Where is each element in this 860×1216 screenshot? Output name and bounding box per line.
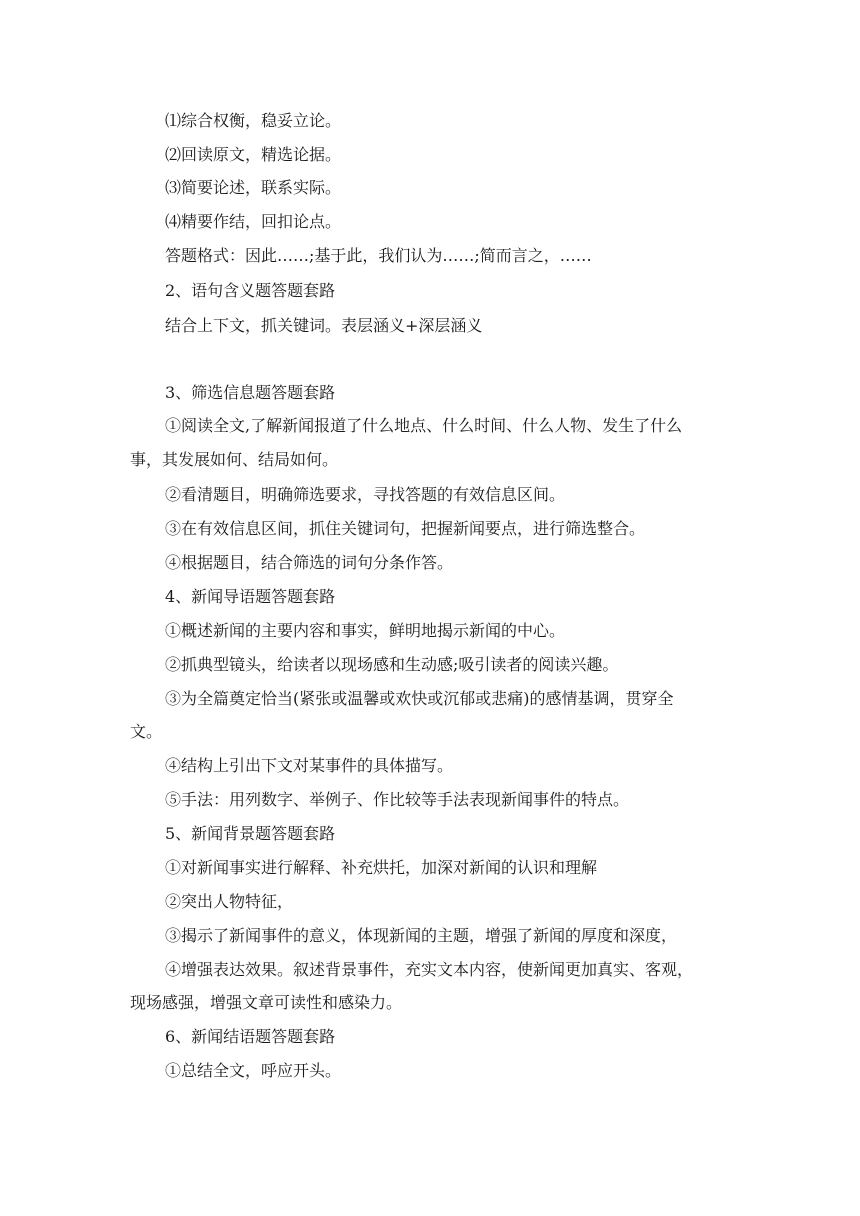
text-line: ①对新闻事实进行解释、补充烘托，加深对新闻的认识和理解 xyxy=(165,858,598,877)
text-line: ④结构上引出下文对某事件的具体描写。 xyxy=(165,756,454,775)
text-line: ①概述新闻的主要内容和事实，鲜明地揭示新闻的中心。 xyxy=(165,621,566,640)
text-line: ⑶简要论述，联系实际。 xyxy=(165,178,342,197)
text-line: 事，其发展如何、结局如何。 xyxy=(130,450,339,469)
section-heading: 6、新闻结语题答题套路 xyxy=(165,1027,336,1046)
section-heading: 2、语句含义题答题套路 xyxy=(165,281,336,300)
text-line: 现场感强，增强文章可读性和感染力。 xyxy=(130,993,403,1012)
section-heading: 5、新闻背景题答题套路 xyxy=(165,824,336,843)
text-line: 答题格式：因此……;基于此，我们认为……;简而言之，…… xyxy=(165,246,592,265)
text-line: ①总结全文，呼应开头。 xyxy=(165,1061,342,1080)
text-line: ③为全篇奠定恰当(紧张或温馨或欢快或沉郁或悲痛)的感情基调，贯穿全 xyxy=(165,689,674,708)
text-line: ③在有效信息区间，抓住关键词句，把握新闻要点，进行筛选整合。 xyxy=(165,519,646,538)
text-line: ②突出人物特征， xyxy=(165,892,294,911)
text-line: ⑵回读原文，精选论据。 xyxy=(165,145,342,164)
text-line: ⑤手法：用列数字、举例子、作比较等手法表现新闻事件的特点。 xyxy=(165,790,630,809)
text-line: ④增强表达效果。叙述背景事件，充实文本内容，使新闻更加真实、客观， xyxy=(165,960,694,979)
text-line: 文。 xyxy=(130,722,163,741)
text-line: ⑴综合权衡，稳妥立论。 xyxy=(165,111,342,130)
text-line: ②抓典型镜头，给读者以现场感和生动感;吸引读者的阅读兴趣。 xyxy=(165,655,619,674)
section-heading: 4、新闻导语题答题套路 xyxy=(165,587,336,606)
section-heading: 3、筛选信息题答题套路 xyxy=(165,383,336,402)
text-line: 结合上下文，抓关键词。表层涵义+深层涵义 xyxy=(165,316,483,335)
text-line: ⑷精要作结，回扣论点。 xyxy=(165,212,342,231)
text-line: ②看清题目，明确筛选要求，寻找答题的有效信息区间。 xyxy=(165,485,566,504)
text-line: ①阅读全文,了解新闻报道了什么地点、什么时间、什么人物、发生了什么 xyxy=(165,416,683,435)
text-line: ③揭示了新闻事件的意义，体现新闻的主题，增强了新闻的厚度和深度， xyxy=(165,926,678,945)
text-line: ④根据题目，结合筛选的词句分条作答。 xyxy=(165,553,454,572)
